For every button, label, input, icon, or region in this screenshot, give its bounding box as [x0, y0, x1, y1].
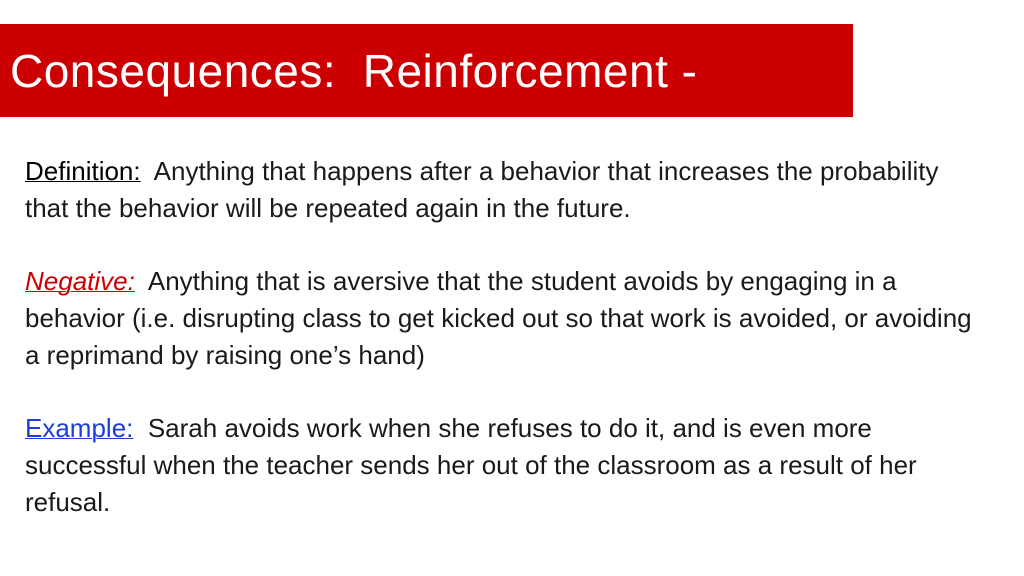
negative-label: Negative:	[25, 266, 135, 296]
negative-text: Anything that is aversive that the student avoids by engaging in a behavior (i.e. disrupting class to get kicked out so that work is avoided, or avoiding a reprimand by raising one’s hand)	[25, 266, 972, 370]
slide-title: Consequences: Reinforcement -	[10, 44, 698, 97]
negative-paragraph	[25, 263, 985, 374]
example-label: Example:	[25, 413, 134, 443]
definition-label: Definition:	[25, 156, 141, 186]
example-paragraph	[25, 410, 985, 521]
definition-paragraph	[25, 153, 985, 227]
definition-text: Anything that happens after a behavior that increases the probability that the behavior will be repeated again in the future.	[25, 156, 939, 223]
slide-body	[25, 153, 985, 521]
example-text: Sarah avoids work when she refuses to do it, and is even more successful when the teacher sends her out of the classroom as a result of her refusal.	[25, 413, 917, 517]
title-bar	[0, 24, 853, 117]
